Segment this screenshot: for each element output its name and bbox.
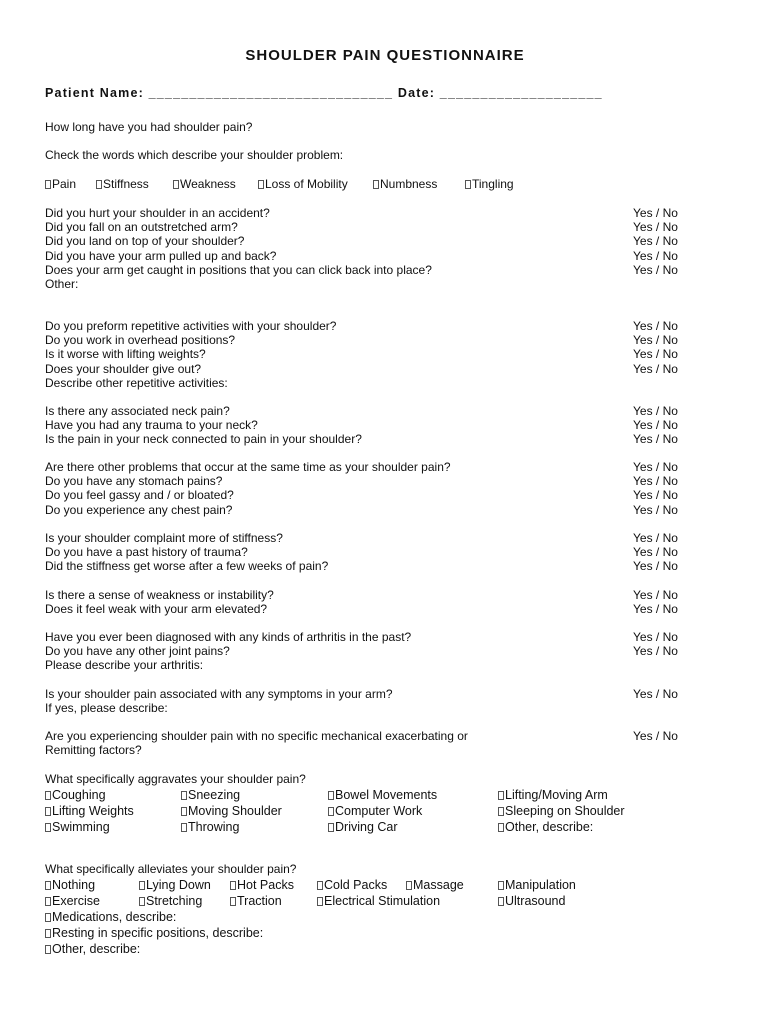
question-text: Is your shoulder complaint more of stiffness?: [45, 531, 283, 545]
checkbox-box[interactable]: [328, 823, 334, 832]
checkbox-swimming[interactable]: [45, 819, 110, 835]
yes-no-choice[interactable]: Yes / No: [633, 729, 678, 743]
question-text: Have you had any trauma to your neck?: [45, 418, 258, 433]
question-text: Do you feel gassy and / or bloated?: [45, 488, 234, 503]
checkbox-box[interactable]: [45, 180, 51, 189]
checkbox-box[interactable]: [498, 791, 504, 800]
question-text: Are there other problems that occur at the same time as your shoulder pain?: [45, 460, 451, 474]
checkbox-manipulation[interactable]: [498, 877, 576, 893]
checkbox-sneezing[interactable]: [181, 787, 240, 803]
question-text: Remitting factors?: [45, 743, 142, 758]
checkbox-box[interactable]: [328, 791, 334, 800]
checkbox-box[interactable]: [406, 881, 412, 890]
yes-no-choice[interactable]: Yes / No: [633, 432, 678, 447]
checkbox-label: Sneezing: [188, 788, 241, 802]
yes-no-choice[interactable]: Yes / No: [633, 559, 678, 574]
question-text: Is the pain in your neck connected to pain in your shoulder?: [45, 432, 362, 447]
question-text: Are you experiencing shoulder pain with no specific mechanical exacerbating or: [45, 729, 468, 743]
question-text: Did you land on top of your shoulder?: [45, 234, 245, 249]
checkbox-sleeping-on-shoulder[interactable]: [498, 803, 625, 819]
checkbox-label: Computer Work: [335, 804, 423, 818]
checkbox-box[interactable]: [317, 897, 323, 906]
checkbox-moving-shoulder[interactable]: [181, 803, 282, 819]
yes-no-choice[interactable]: Yes / No: [633, 206, 678, 220]
checkbox-lifting-moving-arm[interactable]: [498, 787, 608, 803]
checkbox-label: Cold Packs: [324, 878, 388, 892]
checkbox-box[interactable]: [139, 881, 145, 890]
question-text: Is it worse with lifting weights?: [45, 347, 206, 362]
checkbox-label: Stiffness: [103, 177, 149, 191]
yes-no-choice[interactable]: Yes / No: [633, 248, 678, 263]
question-text: Other:: [45, 277, 79, 291]
yes-no-choice[interactable]: Yes / No: [633, 319, 678, 333]
question-text: Did you have your arm pulled up and back?: [45, 248, 277, 263]
checkbox-resting-in-specific-positions-describe[interactable]: [45, 925, 263, 941]
question-text: Describe other repetitive activities:: [45, 375, 228, 390]
checkbox-label: Nothing: [52, 878, 96, 892]
question-text: Please describe your arthritis:: [45, 658, 204, 673]
checkbox-label: Coughing: [52, 788, 106, 802]
checkbox-label: Lying Down: [146, 878, 211, 892]
yes-no-choice[interactable]: Yes / No: [633, 333, 678, 348]
checkbox-lying-down[interactable]: [139, 877, 211, 893]
yes-no-choice[interactable]: Yes / No: [633, 602, 678, 617]
question-text: Do you experience any chest pain?: [45, 502, 233, 517]
checkbox-label: Massage: [413, 878, 464, 892]
question-text: Do you work in overhead positions?: [45, 333, 236, 348]
checkbox-label: Moving Shoulder: [188, 804, 282, 818]
question-text: Did you hurt your shoulder in an accident?: [45, 206, 270, 220]
question-text: Have you ever been diagnosed with any kinds of arthritis in the past?: [45, 630, 412, 644]
question-text: Did you fall on an outstretched arm?: [45, 220, 238, 235]
checkbox-label: Lifting/Moving Arm: [505, 788, 608, 802]
checkbox-box[interactable]: [230, 897, 236, 906]
question-text: If yes, please describe:: [45, 701, 168, 716]
yes-no-choice[interactable]: Yes / No: [633, 234, 678, 249]
checkbox-tingling[interactable]: [465, 177, 514, 191]
checkbox-label: Swimming: [52, 820, 110, 834]
checkbox-other-describe[interactable]: [498, 819, 593, 835]
yes-no-choice[interactable]: Yes / No: [633, 361, 678, 376]
checkbox-coughing[interactable]: [45, 787, 106, 803]
yes-no-choice[interactable]: Yes / No: [633, 460, 678, 474]
checkbox-label: Stretching: [146, 894, 203, 908]
checkbox-label: Loss of Mobility: [265, 177, 348, 191]
checkbox-label: Pain: [52, 177, 77, 191]
page-title: SHOULDER PAIN QUESTIONNAIRE: [245, 47, 525, 64]
checkbox-box[interactable]: [45, 897, 51, 906]
checkbox-box[interactable]: [181, 807, 187, 816]
checkbox-weakness[interactable]: [173, 177, 236, 191]
checkbox-nothing[interactable]: [45, 877, 95, 893]
yes-no-choice[interactable]: Yes / No: [633, 630, 678, 644]
checkbox-other-describe[interactable]: [45, 941, 140, 957]
checkbox-cold-packs[interactable]: [317, 877, 387, 893]
yes-no-choice[interactable]: Yes / No: [633, 220, 678, 235]
checkbox-label: Driving Car: [335, 820, 398, 834]
checkbox-box[interactable]: [45, 807, 51, 816]
checkbox-box[interactable]: [96, 180, 102, 189]
checkbox-box[interactable]: [173, 180, 179, 189]
checkbox-traction[interactable]: [230, 893, 282, 909]
yes-no-choice[interactable]: Yes / No: [633, 502, 678, 517]
checkbox-electrical-stimulation[interactable]: [317, 893, 440, 909]
checkbox-box[interactable]: [498, 897, 504, 906]
checkbox-label: Throwing: [188, 820, 240, 834]
checkbox-box[interactable]: [230, 881, 236, 890]
checkbox-massage[interactable]: [406, 877, 464, 893]
checkbox-box[interactable]: [465, 180, 471, 189]
checkbox-hot-packs[interactable]: [230, 877, 294, 893]
checkbox-label: Traction: [237, 894, 282, 908]
checkbox-label: Hot Packs: [237, 878, 294, 892]
yes-no-choice[interactable]: Yes / No: [633, 262, 678, 277]
checkbox-numbness[interactable]: [373, 177, 437, 191]
checkbox-pain[interactable]: [45, 177, 76, 191]
yes-no-choice[interactable]: Yes / No: [633, 687, 678, 701]
checkbox-box[interactable]: [498, 807, 504, 816]
yes-no-choice[interactable]: Yes / No: [633, 545, 678, 560]
yes-no-choice[interactable]: Yes / No: [633, 347, 678, 362]
checkbox-label: Numbness: [380, 177, 438, 191]
yes-no-choice[interactable]: Yes / No: [633, 474, 678, 489]
checkbox-label: Electrical Stimulation: [324, 894, 441, 908]
checkbox-box[interactable]: [181, 791, 187, 800]
checkbox-box[interactable]: [373, 180, 379, 189]
yes-no-choice[interactable]: Yes / No: [633, 488, 678, 503]
checkbox-label: Manipulation: [505, 878, 576, 892]
checkbox-box[interactable]: [45, 791, 51, 800]
checkbox-label: Tingling: [472, 177, 514, 191]
checkbox-box[interactable]: [498, 881, 504, 890]
yes-no-choice[interactable]: Yes / No: [633, 644, 678, 659]
checkbox-ultrasound[interactable]: [498, 893, 565, 909]
yes-no-choice[interactable]: Yes / No: [633, 404, 678, 418]
checkbox-box[interactable]: [317, 881, 323, 890]
question-text: Does it feel weak with your arm elevated?: [45, 602, 268, 617]
checkbox-medications-describe[interactable]: [45, 909, 176, 925]
checkbox-box[interactable]: [45, 881, 51, 890]
patient-name-date-line[interactable]: Patient Name: ______________________________ Date: ____________________: [45, 86, 603, 100]
checkbox-box[interactable]: [139, 897, 145, 906]
checkbox-label: Bowel Movements: [335, 788, 438, 802]
question-text: Do you have a past history of trauma?: [45, 545, 248, 560]
checkbox-driving-car[interactable]: [328, 819, 398, 835]
question-text: Does your arm get caught in positions that you can click back into place?: [45, 262, 432, 277]
checkbox-label: Resting in specific positions, describe:: [52, 926, 264, 940]
checkbox-box[interactable]: [498, 823, 504, 832]
check-words-instruction: Check the words which describe your shoulder problem:: [45, 148, 344, 162]
question-text: Is your shoulder pain associated with any symptoms in your arm?: [45, 687, 393, 701]
checkbox-bowel-movements[interactable]: [328, 787, 437, 803]
yes-no-choice[interactable]: Yes / No: [633, 531, 678, 545]
checkbox-label: Other, describe:: [505, 820, 594, 834]
checkbox-label: Exercise: [52, 894, 100, 908]
how-long-question: How long have you had shoulder pain?: [45, 120, 253, 134]
checkbox-label: Weakness: [180, 177, 236, 191]
question-text: Do you have any other joint pains?: [45, 644, 230, 659]
checkbox-exercise[interactable]: [45, 893, 100, 909]
checkbox-box[interactable]: [181, 823, 187, 832]
checkbox-computer-work[interactable]: [328, 803, 422, 819]
checkbox-throwing[interactable]: [181, 819, 239, 835]
checkbox-box[interactable]: [45, 945, 51, 954]
checkbox-box[interactable]: [45, 913, 51, 922]
question-text: Does your shoulder give out?: [45, 361, 202, 376]
checkbox-box[interactable]: [45, 929, 51, 938]
yes-no-choice[interactable]: Yes / No: [633, 418, 678, 433]
alleviates-heading: What specifically alleviates your shoulder pain?: [45, 862, 297, 876]
checkbox-box[interactable]: [45, 823, 51, 832]
checkbox-stretching[interactable]: [139, 893, 202, 909]
yes-no-choice[interactable]: Yes / No: [633, 588, 678, 602]
question-text: Did the stiffness get worse after a few weeks of pain?: [45, 559, 329, 574]
checkbox-label: Ultrasound: [505, 894, 566, 908]
checkbox-label: Sleeping on Shoulder: [505, 804, 625, 818]
checkbox-lifting-weights[interactable]: [45, 803, 134, 819]
checkbox-label: Medications, describe:: [52, 910, 177, 924]
question-text: Do you have any stomach pains?: [45, 474, 223, 489]
checkbox-box[interactable]: [258, 180, 264, 189]
question-text: Do you preform repetitive activities with your shoulder?: [45, 319, 337, 333]
checkbox-label: Lifting Weights: [52, 804, 134, 818]
question-text: Is there a sense of weakness or instability?: [45, 588, 274, 602]
checkbox-stiffness[interactable]: [96, 177, 149, 191]
checkbox-label: Other, describe:: [52, 942, 141, 956]
checkbox-loss-of-mobility[interactable]: [258, 177, 348, 191]
checkbox-box[interactable]: [328, 807, 334, 816]
aggravates-heading: What specifically aggravates your shoulder pain?: [45, 772, 306, 786]
question-text: Is there any associated neck pain?: [45, 404, 230, 418]
